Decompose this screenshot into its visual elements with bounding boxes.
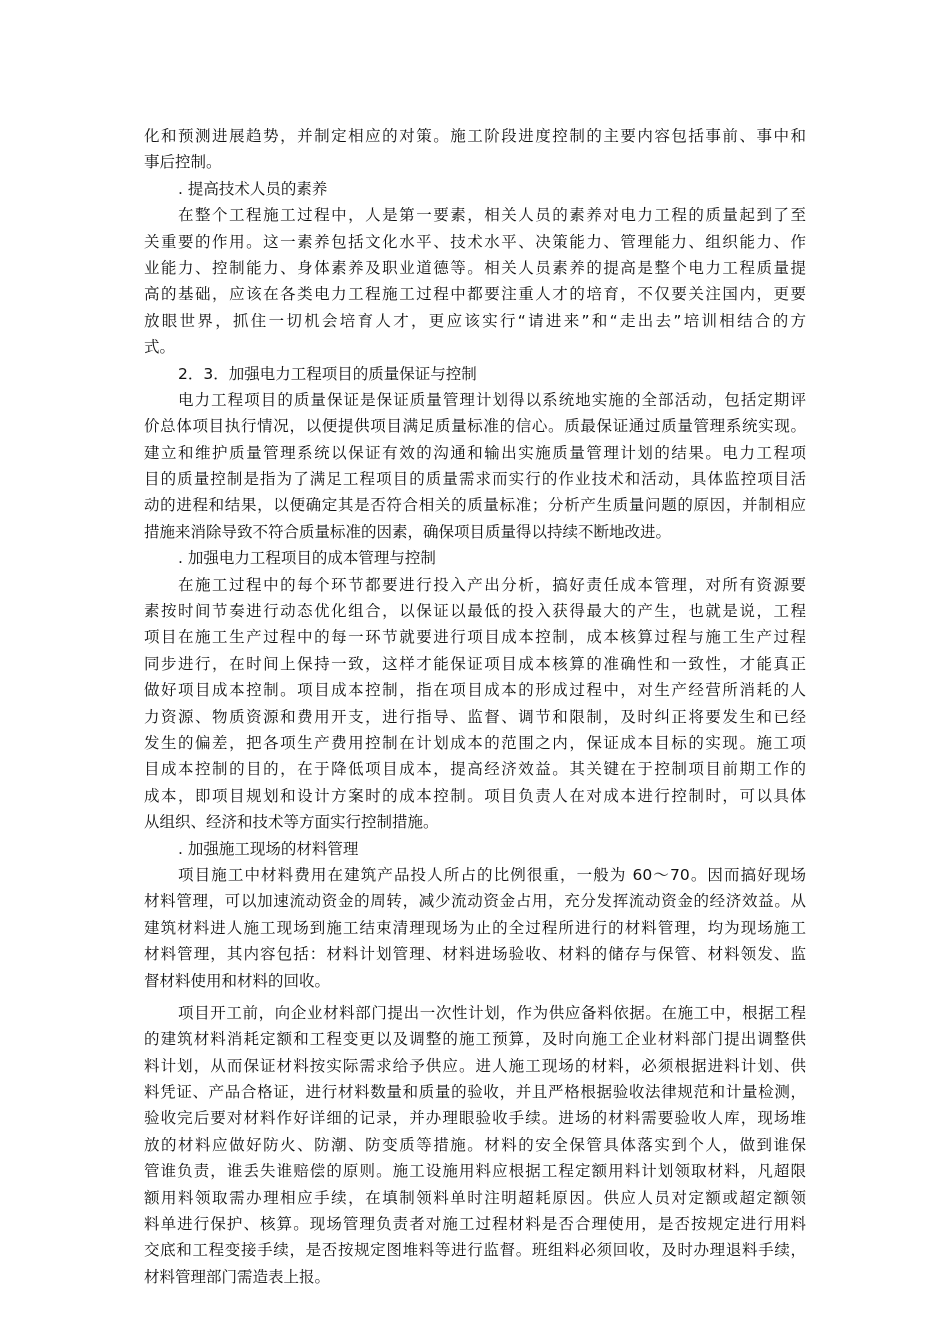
paragraph-last-line: 从组织、经济和技术等方面实行控制措施。: [144, 813, 439, 832]
paragraph-line: 目的质量控制是指为了满足工程项目的质量需求而实行的作业技术和活动，具体监控项目活: [144, 470, 806, 489]
paragraph-last-line: 材料管理部门需造表上报。: [144, 1267, 331, 1286]
paragraph-line: 力资源、物质资源和费用开支，进行指导、监督、调节和限制，及时纠正将要发生和已经: [144, 707, 806, 726]
section-heading: . 提高技术人员的素养: [178, 179, 328, 198]
document-page: [144, 123, 806, 1290]
paragraph-line: 验收完后要对材料作好详细的记录，并办理眼验收手续。进场的材料需要验收人库，现场堆: [144, 1109, 806, 1128]
paragraph-line: 业能力、控制能力、身体素养及职业道德等。相关人员素养的提高是整个电力工程质量提: [144, 258, 806, 277]
section-heading: . 加强电力工程项目的成本管理与控制: [178, 549, 436, 568]
paragraph-line: 放眼世界，抓住一切机会培育人才，更应该实行“请进来”和“走出去”培训相结合的方: [144, 311, 806, 330]
paragraph-line: 成本，即项目规划和设计方案时的成本控制。项目负责人在对成本进行控制时，可以具体: [144, 786, 806, 805]
paragraph-line: 项目在施工生产过程中的每一环节就要进行项目成本控制，成本核算过程与施工生产过程: [144, 628, 806, 647]
paragraph-line: 价总体项目执行情况，以便提供项目满足质量标准的信心。质最保证通过质量管理系统实现。: [144, 417, 806, 436]
paragraph-first-line: 项目施工中材料费用在建筑产品投人所占的比例很重，一般为 60～70。因而搞好现场: [178, 865, 806, 884]
paragraph-first-line: 电力工程项目的质量保证是保证质量管理计划得以系统地实施的全部活动，包括定期评: [178, 390, 806, 409]
paragraph-line: 关重要的作用。这一素养包括文化水平、技术水平、决策能力、管理能力、组织能力、作: [144, 232, 806, 251]
paragraph-first-line: 在施工过程中的每个环节都要进行投入产出分析，搞好责任成本管理，对所有资源要: [178, 575, 806, 594]
section-heading: 2．3．加强电力工程项目的质量保证与控制: [178, 364, 477, 383]
paragraph-line: 目成本控制的目的，在于降低项目成本，提高经济效益。其关键在于控制项目前期工作的: [144, 760, 806, 779]
paragraph-last-line: 督材料使用和材料的回收。: [144, 971, 331, 990]
paragraph-line: 做好项目成本控制。项目成本控制，指在项目成本的形成过程中，对生产经营所消耗的人: [144, 681, 806, 700]
paragraph-line: 化和预测进展趋势，并制定相应的对策。施工阶段进度控制的主要内容包括事前、事中和: [144, 127, 806, 145]
paragraph-line: 料凭证、产品合格证，进行材料数量和质量的验收，并且严格根据验收法律规范和计量检测，: [144, 1083, 806, 1102]
paragraph-first-line: 项目开工前，向企业材料部门提出一次性计划，作为供应备料依据。在施工中，根据工程: [178, 1003, 806, 1022]
section-heading: . 加强施工现场的材料管理: [178, 839, 359, 858]
paragraph-line: 建立和维护质量管理系统以保证有效的沟通和输出实施质量管理计划的结果。电力工程项: [144, 443, 806, 462]
paragraph-last-line: 式。: [144, 338, 176, 357]
paragraph-last-line: 措施来消除导致不符合质量标准的因素，确保项目质量得以持续不断地改进。: [144, 522, 672, 541]
paragraph-line: 高的基础，应该在各类电力工程施工过程中都要注重人才的培育，不仅要关注国内，更要: [144, 285, 806, 304]
paragraph-line: 动的进程和结果，以便确定其是否符合相关的质量标准；分析产生质量问题的原因，并制相应: [144, 496, 806, 515]
paragraph-line: 同步进行，在时间上保持一致，这样才能保证项目成本核算的准确性和一致性，才能真正: [144, 654, 806, 673]
paragraph-line: 材料管理，可以加速流动资金的周转，减少流动资金占用，充分发挥流动资金的经济效益。从: [144, 892, 806, 911]
paragraph-line: 交底和工程变接手续，是否按规定图堆料等进行监督。班组料必须回收，及时办理退料手续，: [144, 1241, 806, 1260]
paragraph-last-line: 事后控制。: [144, 153, 222, 172]
paragraph-line: 管谁负责，谁丢失谁赔偿的原则。施工设施用料应根据工程定额用料计划领取材料，凡超限: [144, 1162, 806, 1181]
paragraph-line: 额用料领取需办理相应手续，在填制领料单时注明超耗原因。供应人员对定额或超定额领: [144, 1188, 806, 1207]
paragraph-line: 材料管理，其内容包括：材料计划管理、材料进场验收、材料的储存与保管、材料领发、监: [144, 945, 806, 964]
paragraph-line: 料单进行保护、核算。现场管理负责者对施工过程材料是否合理使用，是否按规定进行用料: [144, 1215, 806, 1234]
paragraph-first-line: 在整个工程施工过程中，人是第一要素，相关人员的素养对电力工程的质量起到了至: [178, 206, 806, 225]
paragraph-line: 素按时间节奏进行动态优化组合，以保证以最低的投入获得最大的产生，也就是说，工程: [144, 602, 806, 621]
paragraph-line: 建筑材料进人施工现场到施工结束清理现场为止的全过程所进行的材料管理，均为现场施工: [144, 918, 806, 937]
paragraph-line: 发生的偏差，把各项生产费用控制在计划成本的范围之内，保证成本目标的实现。施工项: [144, 733, 806, 752]
paragraph-line: 料计划，从而保证材料按实际需求给予供应。进人施工现场的材料，必须根据进料计划、供: [144, 1056, 806, 1075]
paragraph-line: 放的材料应做好防火、防潮、防变质等措施。材料的安全保管具体落实到个人，做到谁保: [144, 1135, 806, 1154]
paragraph-line: 的建筑材料消耗定额和工程变更以及调整的施工预算，及时向施工企业材料部门提出调整供: [144, 1030, 806, 1049]
